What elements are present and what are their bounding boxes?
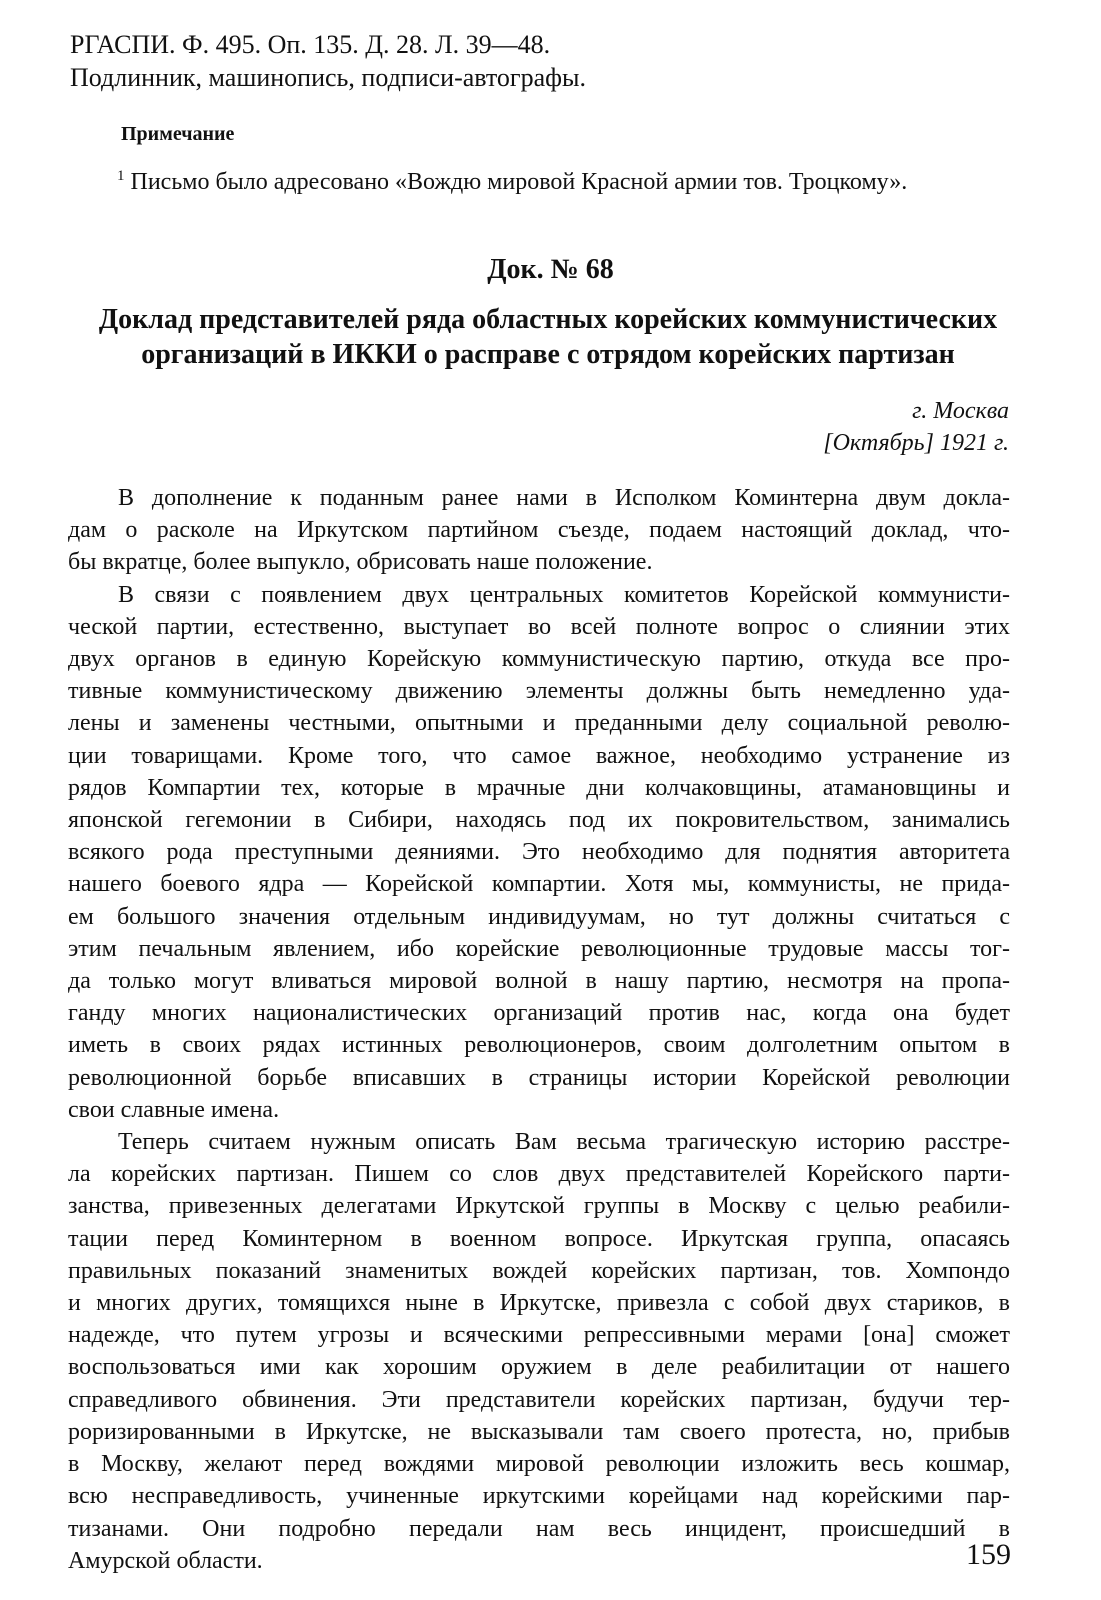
document-place: г. Москва	[912, 398, 1009, 424]
body-line: лены и заменены честными, опытными и преданными делу социальной револю-	[68, 710, 1010, 737]
archive-reference: РГАСПИ. Ф. 495. Оп. 135. Д. 28. Л. 39—48.	[70, 30, 551, 59]
place-and-date	[823, 395, 1009, 459]
body-line: свои славные имена.	[68, 1096, 280, 1123]
document-title-line: Доклад представителей ряда областных корейских коммунистических	[98, 304, 998, 335]
body-line: воспользоваться ими как хорошим оружием в деле реабилитации от нашего	[68, 1354, 1010, 1381]
body-line: рядов Компартии тех, которые в мрачные дни колчаковщины, атамановщины и	[68, 774, 1010, 801]
page-number: 159	[966, 1538, 1011, 1571]
document-date: [Октябрь] 1921 г.	[823, 430, 1009, 456]
document-number: Док. № 68	[487, 254, 614, 285]
body-line: японской гегемонии в Сибири, находясь под их покровительством, занимались	[68, 807, 1010, 834]
body-line: тации перед Коминтерном в военном вопросе. Иркутская группа, опасаясь	[68, 1225, 1010, 1252]
body-line: Теперь считаем нужным описать Вам весьма трагическую историю расстре-	[118, 1129, 1010, 1156]
body-line: революционной борьбе вписавших в страницы истории Корейской революции	[68, 1064, 1010, 1091]
body-line: ции товарищами. Кроме того, что самое важное, необходимо устранение из	[68, 742, 1010, 769]
body-line: ганду многих националистических организаций против нас, когда она будет	[68, 1000, 1010, 1027]
source-description: Подлинник, машинопись, подписи-автографы.	[70, 63, 586, 92]
body-line: этим печальным явлением, ибо корейские революционные трудовые массы тог-	[68, 935, 1010, 962]
body-line: бы вкратце, более выпукло, обрисовать наше положение.	[68, 549, 653, 576]
body-paragraph	[68, 1126, 1010, 1577]
body-line: ческой партии, естественно, выступает во всей полноте вопрос о слиянии этих	[68, 613, 1010, 640]
body-line: всю несправедливость, учиненные иркутскими корейцами над корейскими пар-	[68, 1483, 1010, 1510]
body-line: тизанами. Они подробно передали нам весь инцидент, происшедший в	[68, 1515, 1010, 1542]
body-line: ла корейских партизан. Пишем со слов двух представителей Корейского парти-	[68, 1161, 1010, 1188]
body-paragraph	[68, 482, 1010, 579]
body-line: всякого рода преступными деяниями. Это необходимо для поднятия авторитета	[68, 839, 1010, 866]
document-title	[68, 302, 1028, 372]
body-line: В дополнение к поданным ранее нами в Исполком Коминтерна двум докла-	[118, 485, 1010, 511]
body-line: роризированными в Иркутске, не высказывали там своего протеста, но, прибыв	[68, 1418, 1010, 1445]
body-line: тивные коммунистическому движению элементы должны быть немедленно уда-	[68, 678, 1010, 705]
body-line: двух органов в единую Корейскую коммунистическую партию, откуда все про-	[68, 646, 1010, 673]
body-line: да только могут вливаться мировой волной в нашу партию, несмотря на пропа-	[68, 968, 1010, 995]
body-line: надежде, что путем угрозы и всяческими репрессивными мерами [она] сможет	[68, 1322, 1010, 1349]
body-line: справедливого обвинения. Эти представители корейских партизан, будучи тер-	[68, 1386, 1010, 1413]
body-line: в Москву, желают перед вождями мировой революции изложить весь кошмар,	[68, 1451, 1010, 1478]
document-title-line: организаций в ИККИ о расправе с отрядом корейских партизан	[141, 339, 955, 370]
body-paragraph	[68, 579, 1010, 1126]
body-line: занства, привезенных делегатами Иркутской группы в Москву с целью реабили-	[68, 1193, 1010, 1220]
body-line: иметь в своих рядах истинных революционеров, своим долголетним опытом в	[68, 1032, 1010, 1059]
document-body	[68, 482, 1010, 1577]
body-line: нашего боевого ядра — Корейской компартии. Хотя мы, коммунисты, не прида-	[68, 871, 1010, 898]
footnote-marker: 1	[117, 168, 125, 184]
body-line: ем большого значения отдельным индивидуумам, но тут должны считаться с	[68, 903, 1010, 930]
archive-source	[70, 28, 1030, 94]
body-line: Амурской области.	[68, 1547, 263, 1574]
body-line: дам о расколе на Иркутском партийном съезде, подаем настоящий доклад, что-	[68, 517, 1010, 544]
body-line: В связи с появлением двух центральных комитетов Корейской коммунисти-	[118, 581, 1010, 608]
note-heading: Примечание	[121, 123, 235, 145]
footnote-text: Письмо было адресовано «Вождю мировой Красной армии тов. Троцкому».	[130, 169, 908, 195]
body-line: и многих других, томящихся ныне в Иркутске, привезла с собой двух стариков, в	[68, 1290, 1010, 1317]
footnote	[117, 160, 1017, 198]
body-line: правильных показаний знаменитых вождей корейских партизан, тов. Хомпондо	[68, 1257, 1010, 1284]
